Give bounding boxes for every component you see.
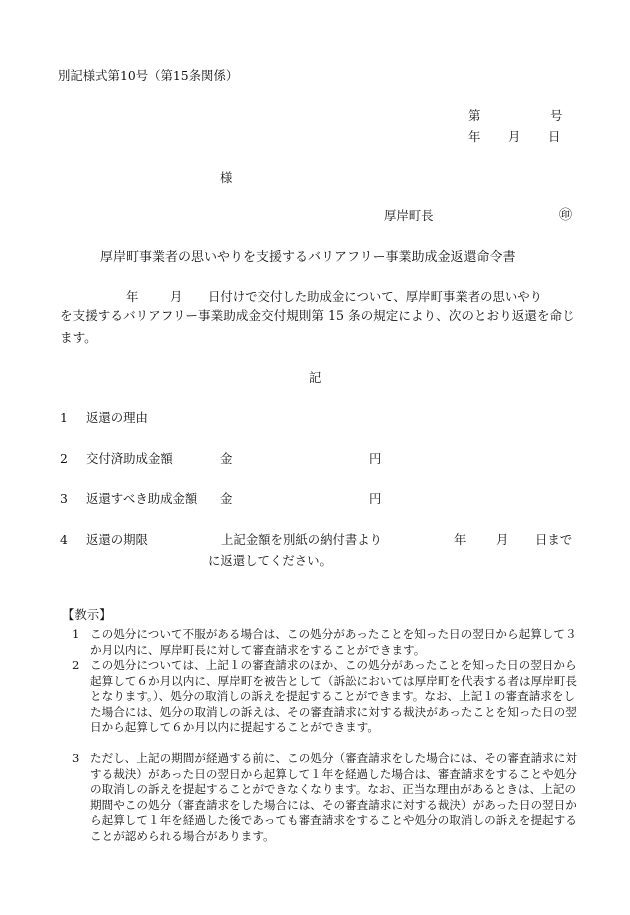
notice-entry-1-text: この処分について不服がある場合は、この処分があったことを知った日の翌日から起算して３か月以内に、厚岸町長に対して審査請求をすることができます。 xyxy=(90,627,577,657)
item-2-amount-suffix: 円 xyxy=(369,451,382,466)
addressee-suffix: 様 xyxy=(220,170,233,185)
notice-entry-1-number: 1 xyxy=(72,627,80,641)
item-2-label: 交付済助成金額 xyxy=(86,451,173,466)
intro-text-line1: 日付けで交付した助成金について、厚岸町事業者の思いやり xyxy=(208,289,543,304)
item-4-number: 4 xyxy=(60,532,68,547)
item-3-amount-prefix: 金 xyxy=(220,491,233,506)
item-2-amount-prefix: 金 xyxy=(220,451,233,466)
item-4-label: 返還の期限 xyxy=(86,532,148,547)
document-number-suffix: 号 xyxy=(550,108,563,123)
date-day-label: 日 xyxy=(548,129,561,144)
item-2-number: 2 xyxy=(60,451,68,466)
item-1-label: 返還の理由 xyxy=(86,410,148,425)
item-3-number: 3 xyxy=(60,491,68,506)
seal-mark: ㊞ xyxy=(559,208,573,223)
notice-heading: 【教示】 xyxy=(62,607,112,622)
document-number-prefix: 第 xyxy=(468,108,481,123)
intro-text-rest: を支援するバリアフリー事業助成金交付規則第 15 条の規定により、次のとおり返還を命じます。 xyxy=(60,308,575,345)
issuer-name: 厚岸町長 xyxy=(384,208,434,223)
ki-heading: 記 xyxy=(309,370,322,385)
date-month-label: 月 xyxy=(508,129,521,144)
intro-year-label: 年 xyxy=(126,289,139,304)
notice-entry-3 xyxy=(72,751,580,844)
notice-entry-2 xyxy=(72,658,580,736)
item-4-day-label: 日まで xyxy=(535,532,573,547)
notice-entry-3-number: 3 xyxy=(72,751,80,765)
notice-entry-1 xyxy=(72,627,580,658)
item-4-continuation: に返還してください。 xyxy=(208,553,332,568)
item-4-deadline-text: 上記金額を別紙の納付書より xyxy=(221,532,383,547)
item-3-label: 返還すべき助成金額 xyxy=(86,491,198,506)
notice-entry-2-text: この処分については、上記１の審査請求のほか、この処分があったことを知った日の翌日から起算して６か月以内に、厚岸町を被告として（訴訟においては厚岸町を代表する者は厚岸町長となります。）、処分の取消しの訴えを提起することができます。なお、上記１の審査請求をした場合には、処分の取消しの訴えは、その審査請求に対する裁決があったことを知った日の翌日から起算して６か月以内に提起することができます。 xyxy=(90,658,577,734)
item-4-month-label: 月 xyxy=(496,532,509,547)
intro-month-label: 月 xyxy=(170,289,183,304)
document-title: 厚岸町事業者の思いやりを支援するバリアフリー事業助成金返還命令書 xyxy=(100,250,516,265)
item-3-amount-suffix: 円 xyxy=(369,491,382,506)
notice-entry-3-text: ただし、上記の期間が経過する前に、この処分（審査請求をした場合には、その審査請求に対する裁決）があった日の翌日から起算して１年を経過した場合は、審査請求をすることや処分の取消しの訴えを提起することができなくなります。なお、正当な理由があるときは、上記の期間やこの処分（審査請求をした場合には、その審査請求に対する裁決）があった日の翌日から起算して１年を経過した後であっても審査請求をすることや処分の取消しの訴えを提起することが認められる場合があります。 xyxy=(90,751,577,843)
item-1-number: 1 xyxy=(60,410,68,425)
notice-entry-2-number: 2 xyxy=(72,658,80,672)
item-4-year-label: 年 xyxy=(454,532,467,547)
form-reference: 別記様式第10号（第15条関係） xyxy=(58,68,239,83)
date-year-label: 年 xyxy=(468,129,481,144)
